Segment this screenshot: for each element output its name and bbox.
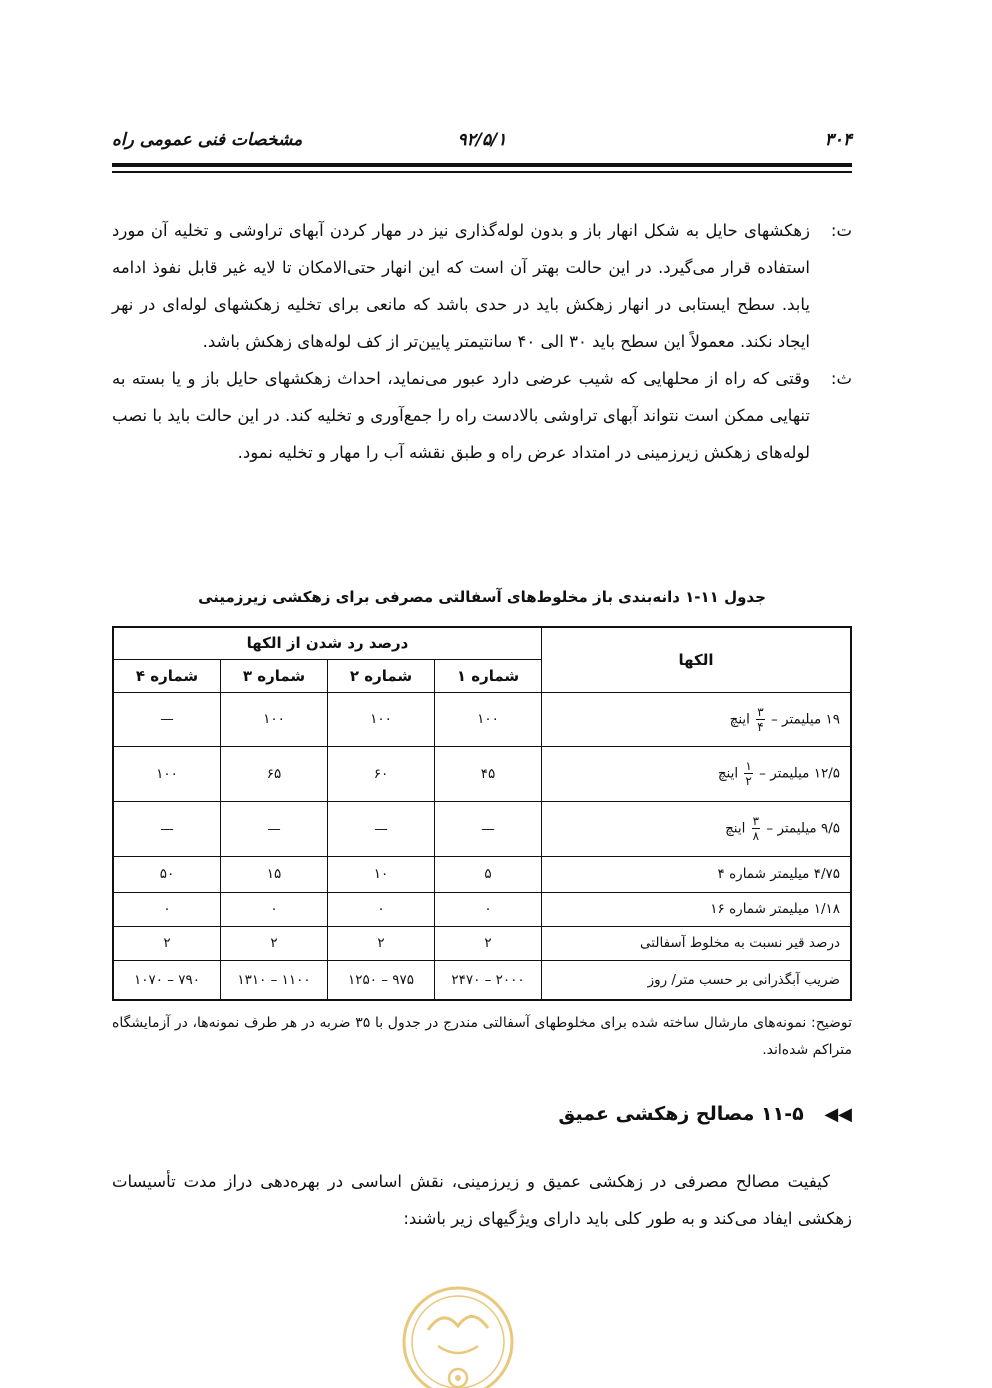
value-cell: ۴۵ [435, 746, 542, 801]
fraction [744, 759, 752, 788]
value-cell: ۱۰۰ [435, 692, 542, 746]
value-cell: ۲۰۰۰ – ۲۴۷۰ [435, 960, 542, 1000]
gradation-table [112, 626, 852, 1001]
table-note: توضیح: نمونه‌های مارشال ساخته شده برای مخلوطهای آسفالتی مندرج در جدول با ۳۵ ضربه در هر طرف نمونه‌ها، در آزمایشگاه متراکم شده‌اند. [112, 1015, 852, 1058]
item-marker: ت: [830, 221, 852, 240]
list-item [112, 360, 852, 471]
fraction-denominator: ۴ [757, 719, 764, 734]
document-code: ۹۲/۵/۱ [457, 130, 507, 150]
value-cell: ۰ [328, 892, 435, 926]
value-cell: — [435, 801, 542, 856]
section-heading [112, 1103, 852, 1125]
sieve-column-header: الکها [542, 627, 852, 692]
list-item [112, 212, 852, 360]
value-cell: ۰ [221, 892, 328, 926]
sieve-cell: درصد قیر نسبت به مخلوط آسفالتی [542, 926, 852, 960]
header-rule-thick [112, 163, 852, 167]
value-cell: ۱۵ [221, 856, 328, 892]
sieve-label: ۹/۵ میلیمتر – [766, 820, 840, 837]
sieve-cell: ضریب آبگذرانی بر حسب متر/ روز [542, 960, 852, 1000]
fraction [752, 814, 760, 843]
value-cell: ۲ [328, 926, 435, 960]
value-cell: ۰ [435, 892, 542, 926]
table-row [113, 746, 851, 801]
fraction-numerator: ۳ [757, 704, 764, 719]
value-cell: ۹۷۵ – ۱۲۵۰ [328, 960, 435, 1000]
sieve-cell: ۴/۷۵ میلیمتر شماره ۴ [542, 856, 852, 892]
table-row [113, 801, 851, 856]
fraction-denominator: ۲ [745, 774, 752, 788]
value-cell: ۲ [435, 926, 542, 960]
value-cell: ۱۰ [328, 856, 435, 892]
table-row [113, 892, 851, 926]
value-cell: — [328, 801, 435, 856]
sieve-cell [542, 746, 852, 801]
sieve-unit: اینچ [729, 711, 750, 727]
body-paragraph: کیفیت مصالح مصرفی در زهکشی عمیق و زیرزمینی، نقش اساسی در بهره‌دهی دراز مدت تأسیسات زهکشی ایفاد می‌کند و به طور کلی باید دارای ویژگیهای زیر باشند: [112, 1172, 852, 1228]
section-number: ۱۱-۵ [761, 1103, 804, 1125]
item-marker: ث: [830, 369, 852, 388]
value-cell: ۱۰۰ [328, 692, 435, 746]
sieve-cell [542, 801, 852, 856]
item-list [112, 212, 852, 471]
passing-group-header: درصد رد شدن از الکها [113, 627, 542, 659]
value-cell: ۵۰ [113, 856, 221, 892]
sieve-cell: ۱/۱۸ میلیمتر شماره ۱۶ [542, 892, 852, 926]
value-cell: ۰ [113, 892, 221, 926]
double-arrow-icon: ◀◀ [824, 1104, 852, 1125]
item-text: وقتی که راه از محلهایی که شیب عرضی دارد عبور می‌نماید، احداث زهکشهای حایل باز و یا بسته به تنهایی ممکن است نتواند آبهای تراوشی بالادست راه را جمع‌آوری و تخلیه کند. در این حالت باید با نصب لوله‌های زهکش زیرزمینی در امتداد عرض راه و طبق نقشه آب را مهار و تخلیه نمود. [112, 369, 810, 462]
column-header: شماره ۳ [221, 659, 328, 692]
table-row [113, 926, 851, 960]
value-cell: — [221, 801, 328, 856]
sieve-unit: اینچ [725, 820, 746, 837]
seal-watermark [398, 1282, 518, 1388]
value-cell: ۲ [113, 926, 221, 960]
value-cell: ۵ [435, 856, 542, 892]
sieve-cell [542, 692, 852, 746]
value-cell: ۱۰۰ [221, 692, 328, 746]
table-row [113, 856, 851, 892]
page-header [112, 126, 852, 156]
column-header: شماره ۴ [113, 659, 221, 692]
table-row [113, 692, 851, 746]
value-cell: ۷۹۰ – ۱۰۷۰ [113, 960, 221, 1000]
header-rule-thin [112, 171, 852, 173]
sieve-unit: اینچ [717, 765, 739, 782]
fraction-numerator: ۱ [745, 759, 752, 773]
column-header: شماره ۲ [328, 659, 435, 692]
value-cell: ۲ [221, 926, 328, 960]
value-cell: ۱۰۰ [113, 746, 221, 801]
fraction-denominator: ۸ [752, 829, 760, 843]
page-number: ۳۰۴ [824, 130, 852, 150]
section-title: مصالح زهکشی عمیق [558, 1103, 755, 1125]
sieve-label: ۱۲/۵ میلیمتر – [759, 765, 840, 782]
item-text: زهکشهای حایل به شکل انهار باز و بدون لوله‌گذاری نیز در مهار کردن آبهای تراوشی و تخلیه آن مورد استفاده قرار می‌گیرد. در این حالت بهتر آن است که این انهار حتی‌الامکان تا لایه غیر قابل نفوذ ادامه یابد. سطح ایستابی در انهار زهکش باید در حدی باشد که مانعی برای تخلیه زهکشهای لوله‌ای در نهر ایجاد نکند. معمولاً این سطح باید ۳۰ الی ۴۰ سانتیمتر پایین‌تر از کف لوله‌های زهکش باشد. [112, 221, 810, 351]
fraction-numerator: ۳ [752, 814, 760, 828]
sieve-label: ۱۹ میلیمتر – [770, 711, 840, 727]
value-cell: — [113, 692, 221, 746]
table-caption: جدول ۱۱-۱ دانه‌بندی باز مخلوط‌های آسفالتی مصرفی برای زهکشی زیرزمینی [198, 588, 766, 606]
value-cell: — [113, 801, 221, 856]
column-header: شماره ۱ [435, 659, 542, 692]
fraction [756, 705, 764, 734]
value-cell: ۶۰ [328, 746, 435, 801]
table-row [113, 960, 851, 1000]
value-cell: ۱۱۰۰ – ۱۳۱۰ [221, 960, 328, 1000]
running-title: مشخصات فنی عمومی راه [112, 130, 303, 150]
value-cell: ۶۵ [221, 746, 328, 801]
